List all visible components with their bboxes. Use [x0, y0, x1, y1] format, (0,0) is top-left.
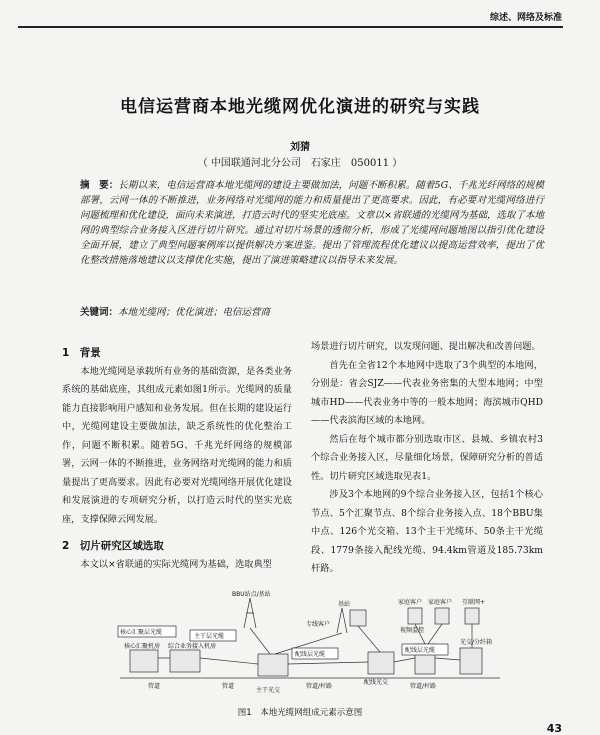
running-header-text: 综述、网络及标准: [489, 13, 562, 23]
paper-title: 电信运营商本地光缆网优化演进的研究与实践: [120, 97, 480, 117]
label-core-ring: 核心汇聚层光缆: [120, 629, 163, 636]
tower-icon-2: [337, 608, 347, 633]
split-box-building: [460, 648, 482, 674]
label-internet: 互联网+: [462, 599, 486, 606]
abstract-text: 长期以来，电信运营商本地光缆网的建设主要做加法，问题不断积累。随着5G、千兆光纤网络的规模部署，云网一体的不断推进，业务网络对光缆网的能力和质量提出了更高要求。因此，有必要对光缆网络进行问题梳理和优化建设，面向未来演进，打造云时代的坚实光底座。文章以×省联通的光缆网为基础，选取了本地网的典型综合业务接入区进行切片研究。通过对切片场景的透彻分析，形成了光缆网问题地图以指引优化建设全面开展，建立了典型问题案例库以提供解决方案进鉴。提出了管理流程优化建议以提高运营效率，提出了优化整改措施落地建议以支撑优化实施，提出了演进策略建议以指导未来发展。: [80, 180, 544, 266]
tower-icon: [244, 598, 256, 628]
left-column: [62, 344, 292, 574]
label-access-room: 综合业务接入机房: [168, 643, 217, 650]
author: 刘猜: [290, 142, 310, 153]
label-duct3: 管道/杆路: [306, 683, 333, 690]
trunk-box-building: [258, 654, 288, 676]
internet-building: [465, 608, 479, 624]
label-duct1: 管道: [148, 683, 161, 690]
label-home2: 家庭客户: [428, 599, 453, 606]
right-column: [311, 338, 543, 579]
label-zhuanxian: 专线客户: [306, 621, 331, 628]
label-dist1: 配线层光缆: [295, 651, 326, 658]
label-trunk-box: 主干光交: [256, 687, 281, 694]
label-jizhan: 基站: [338, 601, 351, 608]
figure-caption: 图1 本地光缆网组成元素示意图: [237, 708, 363, 718]
section-2-paragraph: 本文以×省联通的实际光缆网为基础，选取典型: [80, 558, 272, 570]
figure-1-diagram: [110, 588, 510, 698]
section-1-heading: 1 背景: [62, 347, 101, 359]
label-bbu: BBU站点/基站: [232, 591, 271, 598]
affiliation: （ 中国联通河北分公司 石家庄 050011 ）: [197, 158, 403, 169]
abstract-label: 摘 要：: [80, 180, 119, 191]
home-building-3: [435, 608, 449, 624]
keywords-text: 本地光缆网；优化演进；电信运营商: [118, 307, 271, 318]
keywords: [80, 304, 544, 318]
label-dist-box: 配线光交: [364, 679, 389, 686]
right-paragraph-1: 首先在全省12个本地网中选取了3个典型的本地网，分别是：省会SJZ——代表业务密集的大型本地网；中型城市HD——代表业务中等的一般本地网；海滨城市QHD——代表滨海区域的本地网。: [311, 359, 543, 426]
label-duct4: 管道/杆路: [410, 683, 437, 690]
section-2-heading: 2 切片研究区域选取: [62, 540, 164, 552]
header-rule: [18, 26, 563, 28]
right-paragraph-3: 涉及3个本地网的9个综合业务接入区，包括1个核心节点、5个汇聚节点、8个综合业务接入点、18个BBU集中点、126个光交箱、13个主干光缆环、50条主干光缆段、1779条接入配线光缆、94.4km管道及185.73km杆路。: [311, 489, 543, 574]
label-duct2: 管道: [222, 683, 235, 690]
label-trunk: 主干层光缆: [194, 633, 225, 640]
label-core-room: 核心汇聚机房: [124, 643, 161, 650]
label-split: 光交/分纤箱: [460, 639, 493, 646]
label-video: 视频监控: [400, 627, 425, 634]
right-paragraph-0: 场景进行切片研究，以发现问题、提出解决和改善问题。: [311, 341, 541, 352]
keywords-label: 关键词：: [80, 307, 119, 318]
section-1-paragraph: 本地光缆网是承载所有业务的基础资源，是各类业务系统的基础底座，其组成元素如图1所示。光缆网的质量能力直接影响用户感知和业务发展。但在长期的建设运行中，光缆网建设主要做加法，缺乏系统性的优化整治工作，问题不断积累。随着5G、千兆光纤网络的规模部署，云网一体的不断推进，业务网络对光缆网的能力和质量提出了更高要求。因此有必要对光缆网络开展优化建设和发展演进的专项研究分析，以打造云时代的坚实光底座，支撑保障云网发展。: [62, 365, 292, 525]
home-building-2: [408, 608, 422, 624]
right-paragraph-2: 然后在每个城市都分别选取市区、县城、乡镇农村3个综合业务接入区，尽量细化场景，保障研究分析的普适性。切片研究区域选取见表1。: [311, 433, 543, 482]
running-header: [0, 6, 600, 36]
core-room-building: [130, 650, 158, 672]
label-home1: 家庭客户: [398, 599, 423, 606]
access-room-building: [170, 650, 200, 672]
page-number: 43: [546, 722, 562, 735]
dist-box-building: [368, 652, 394, 674]
abstract: [80, 178, 544, 268]
jizhan-building: [350, 610, 366, 626]
label-dist2: 配线层光缆: [405, 647, 436, 654]
